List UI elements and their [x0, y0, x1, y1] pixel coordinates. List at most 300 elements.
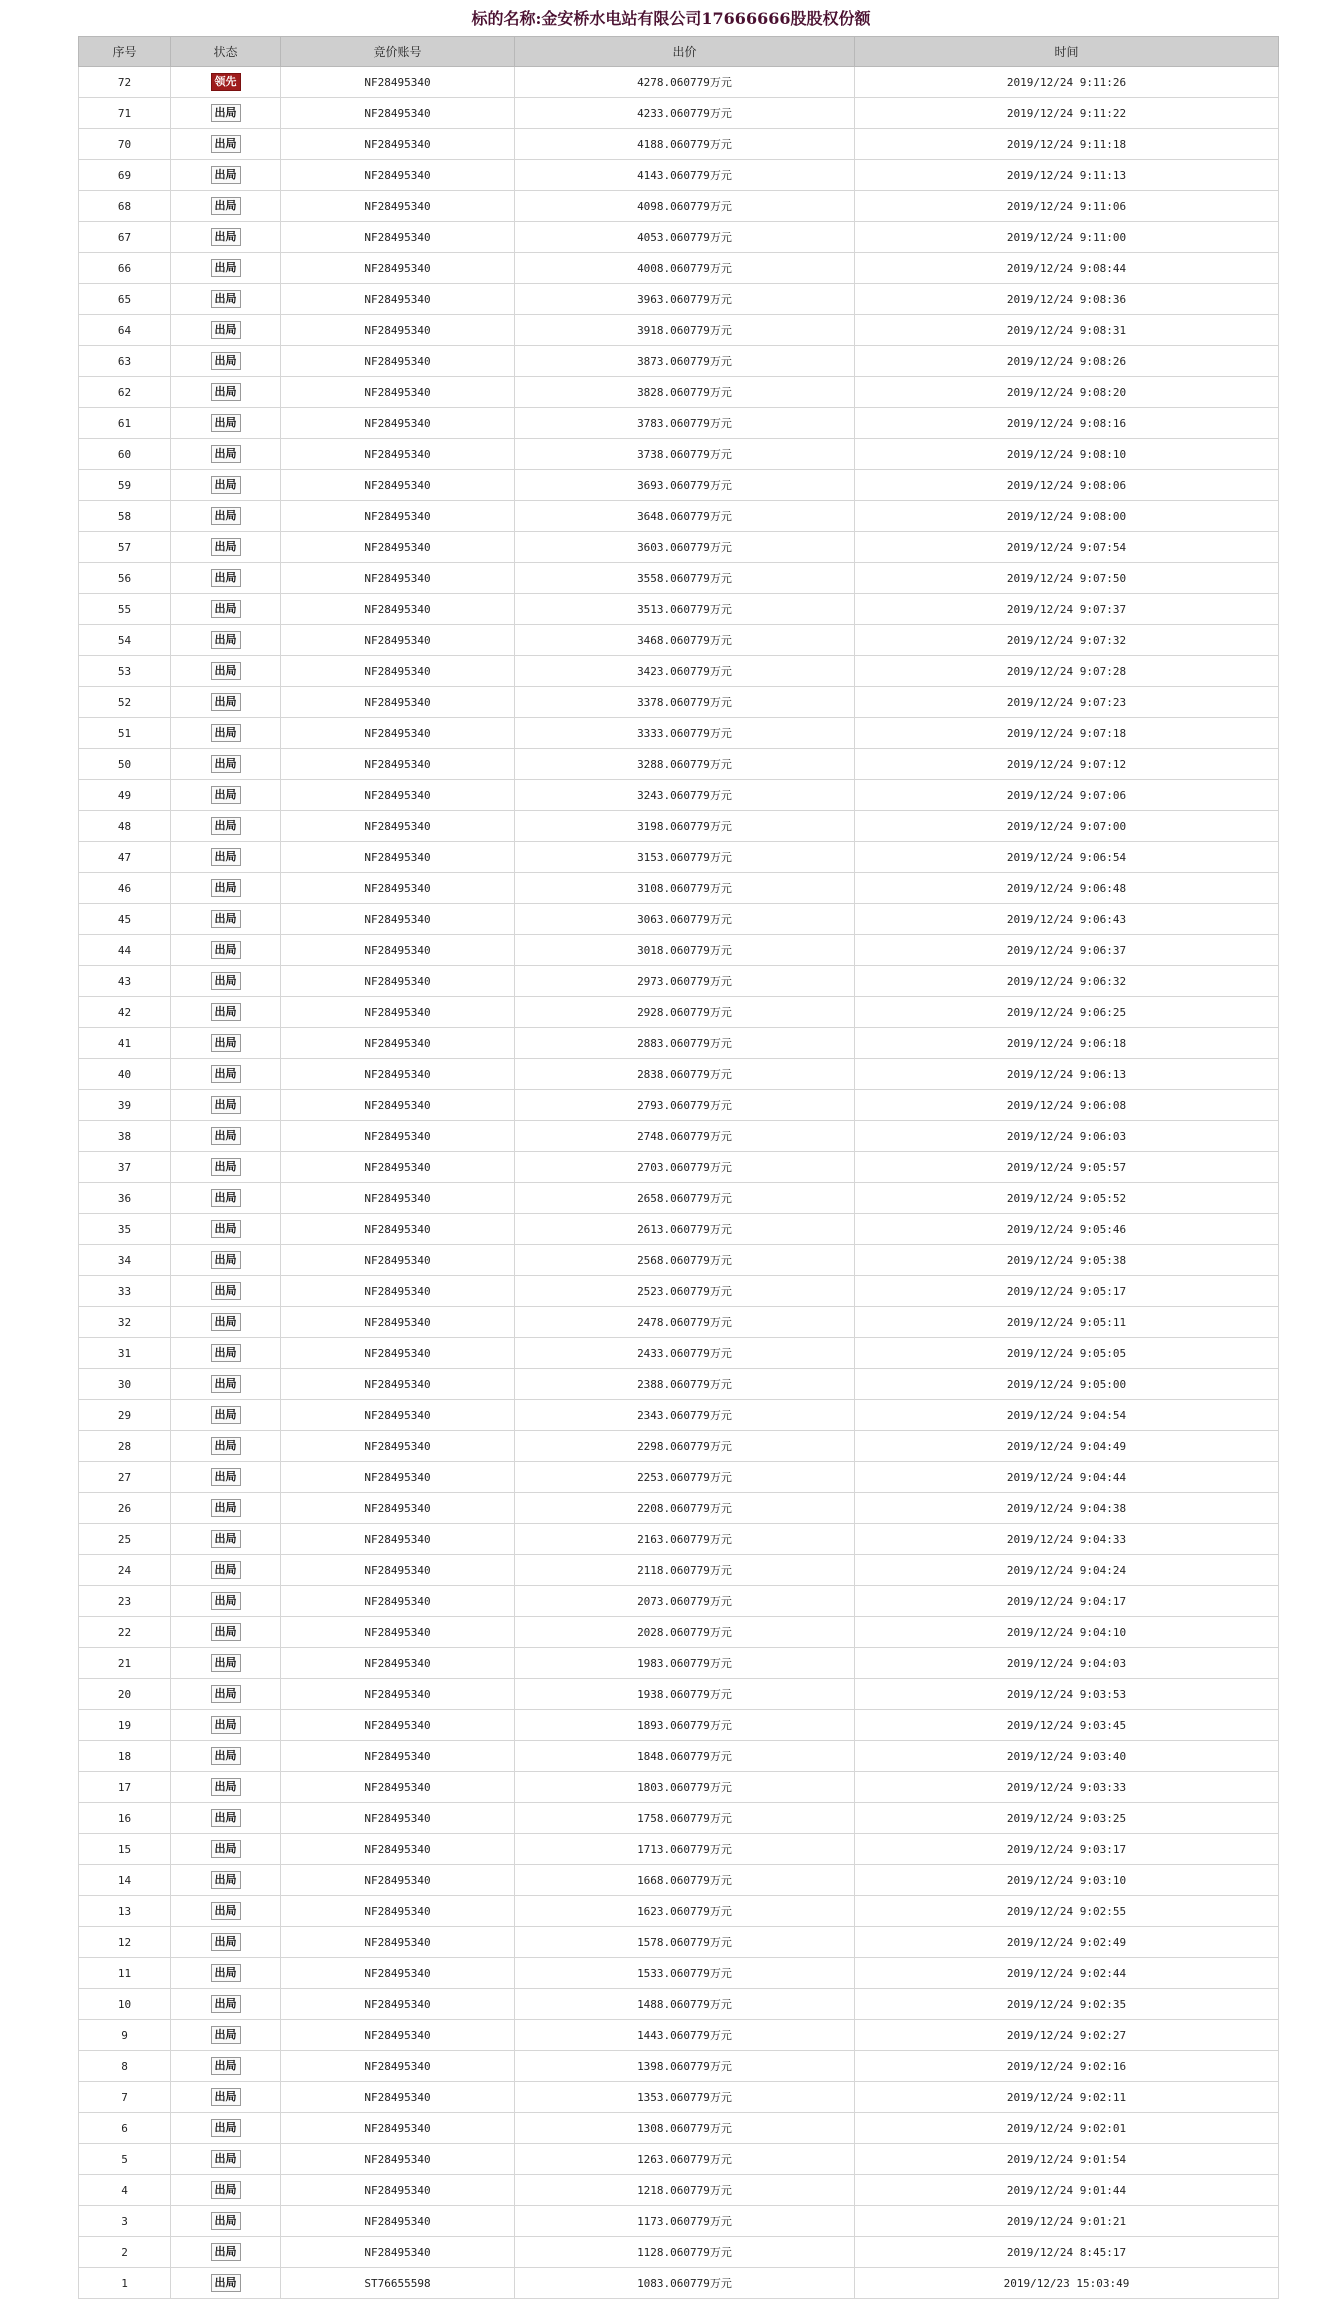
status-badge: 出局 — [211, 1375, 241, 1393]
cell-seq: 62 — [79, 377, 171, 408]
cell-price: 4233.060779万元 — [515, 98, 855, 129]
cell-price: 3198.060779万元 — [515, 811, 855, 842]
cell-price: 3333.060779万元 — [515, 718, 855, 749]
status-badge: 出局 — [211, 1468, 241, 1486]
cell-account: NF28495340 — [281, 129, 515, 160]
cell-seq: 60 — [79, 439, 171, 470]
cell-time: 2019/12/23 15:03:49 — [855, 2268, 1279, 2299]
cell-status — [171, 532, 281, 563]
cell-time: 2019/12/24 9:06:37 — [855, 935, 1279, 966]
status-badge: 出局 — [211, 1561, 241, 1579]
cell-status — [171, 1214, 281, 1245]
cell-account: NF28495340 — [281, 1214, 515, 1245]
cell-price: 2703.060779万元 — [515, 1152, 855, 1183]
table-row — [79, 2175, 1279, 2206]
cell-time: 2019/12/24 9:07:50 — [855, 563, 1279, 594]
table-row — [79, 749, 1279, 780]
cell-account: NF28495340 — [281, 501, 515, 532]
status-badge: 出局 — [211, 383, 241, 401]
status-badge: 出局 — [211, 538, 241, 556]
table-row — [79, 1648, 1279, 1679]
cell-seq: 1 — [79, 2268, 171, 2299]
cell-seq: 66 — [79, 253, 171, 284]
table-row — [79, 718, 1279, 749]
cell-account: NF28495340 — [281, 594, 515, 625]
cell-seq: 19 — [79, 1710, 171, 1741]
cell-account: NF28495340 — [281, 2206, 515, 2237]
cell-status — [171, 160, 281, 191]
header-price: 出价 — [515, 37, 855, 67]
table-row — [79, 1989, 1279, 2020]
header-account: 竞价账号 — [281, 37, 515, 67]
cell-seq: 29 — [79, 1400, 171, 1431]
table-row — [79, 191, 1279, 222]
cell-time: 2019/12/24 9:03:53 — [855, 1679, 1279, 1710]
status-badge: 出局 — [211, 2150, 241, 2168]
cell-seq: 50 — [79, 749, 171, 780]
table-row — [79, 1710, 1279, 1741]
status-badge: 出局 — [211, 352, 241, 370]
table-row — [79, 811, 1279, 842]
cell-price: 3873.060779万元 — [515, 346, 855, 377]
table-row — [79, 439, 1279, 470]
cell-seq: 33 — [79, 1276, 171, 1307]
cell-seq: 40 — [79, 1059, 171, 1090]
cell-time: 2019/12/24 9:08:31 — [855, 315, 1279, 346]
cell-time: 2019/12/24 9:06:25 — [855, 997, 1279, 1028]
cell-seq: 10 — [79, 1989, 171, 2020]
cell-price: 1668.060779万元 — [515, 1865, 855, 1896]
cell-account: NF28495340 — [281, 749, 515, 780]
status-badge: 出局 — [211, 1158, 241, 1176]
cell-account: NF28495340 — [281, 67, 515, 98]
cell-status — [171, 377, 281, 408]
cell-time: 2019/12/24 9:01:21 — [855, 2206, 1279, 2237]
table-row — [79, 222, 1279, 253]
status-badge: 出局 — [211, 2274, 241, 2292]
cell-status — [171, 1121, 281, 1152]
cell-seq: 2 — [79, 2237, 171, 2268]
cell-price: 1398.060779万元 — [515, 2051, 855, 2082]
cell-status — [171, 315, 281, 346]
cell-account: NF28495340 — [281, 2175, 515, 2206]
cell-seq: 6 — [79, 2113, 171, 2144]
cell-status — [171, 439, 281, 470]
cell-seq: 7 — [79, 2082, 171, 2113]
cell-status — [171, 935, 281, 966]
table-row — [79, 1679, 1279, 1710]
cell-price: 2028.060779万元 — [515, 1617, 855, 1648]
cell-seq: 52 — [79, 687, 171, 718]
cell-account: NF28495340 — [281, 966, 515, 997]
cell-account: NF28495340 — [281, 2144, 515, 2175]
table-row — [79, 1958, 1279, 1989]
cell-seq: 18 — [79, 1741, 171, 1772]
cell-status — [171, 2144, 281, 2175]
cell-seq: 27 — [79, 1462, 171, 1493]
cell-seq: 58 — [79, 501, 171, 532]
cell-status — [171, 1927, 281, 1958]
cell-price: 3378.060779万元 — [515, 687, 855, 718]
table-row — [79, 1927, 1279, 1958]
table-row — [79, 1772, 1279, 1803]
cell-seq: 37 — [79, 1152, 171, 1183]
cell-seq: 45 — [79, 904, 171, 935]
cell-price: 1983.060779万元 — [515, 1648, 855, 1679]
cell-account: NF28495340 — [281, 842, 515, 873]
cell-time: 2019/12/24 9:06:18 — [855, 1028, 1279, 1059]
cell-account: NF28495340 — [281, 1524, 515, 1555]
cell-status — [171, 346, 281, 377]
cell-price: 1083.060779万元 — [515, 2268, 855, 2299]
cell-time: 2019/12/24 9:03:17 — [855, 1834, 1279, 1865]
cell-price: 3513.060779万元 — [515, 594, 855, 625]
cell-account: NF28495340 — [281, 1555, 515, 1586]
cell-account: NF28495340 — [281, 1803, 515, 1834]
table-row — [79, 873, 1279, 904]
cell-account: NF28495340 — [281, 997, 515, 1028]
status-badge: 出局 — [211, 197, 241, 215]
status-badge: 出局 — [211, 972, 241, 990]
status-badge: 出局 — [211, 259, 241, 277]
header-status: 状态 — [171, 37, 281, 67]
cell-account: NF28495340 — [281, 780, 515, 811]
cell-seq: 65 — [79, 284, 171, 315]
cell-status — [171, 1307, 281, 1338]
table-row — [79, 98, 1279, 129]
cell-status — [171, 1059, 281, 1090]
cell-seq: 71 — [79, 98, 171, 129]
cell-status — [171, 222, 281, 253]
cell-time: 2019/12/24 9:02:16 — [855, 2051, 1279, 2082]
cell-time: 2019/12/24 9:11:18 — [855, 129, 1279, 160]
cell-price: 4098.060779万元 — [515, 191, 855, 222]
cell-time: 2019/12/24 9:06:03 — [855, 1121, 1279, 1152]
cell-seq: 59 — [79, 470, 171, 501]
cell-seq: 32 — [79, 1307, 171, 1338]
cell-status — [171, 1524, 281, 1555]
cell-time: 2019/12/24 9:03:45 — [855, 1710, 1279, 1741]
cell-price: 2478.060779万元 — [515, 1307, 855, 1338]
cell-price: 2208.060779万元 — [515, 1493, 855, 1524]
status-badge: 出局 — [211, 1251, 241, 1269]
table-row — [79, 625, 1279, 656]
cell-price: 1443.060779万元 — [515, 2020, 855, 2051]
cell-seq: 23 — [79, 1586, 171, 1617]
cell-price: 1713.060779万元 — [515, 1834, 855, 1865]
cell-price: 1848.060779万元 — [515, 1741, 855, 1772]
cell-price: 3738.060779万元 — [515, 439, 855, 470]
table-row — [79, 1586, 1279, 1617]
cell-seq: 25 — [79, 1524, 171, 1555]
cell-seq: 44 — [79, 935, 171, 966]
cell-seq: 15 — [79, 1834, 171, 1865]
table-row — [79, 160, 1279, 191]
cell-time: 2019/12/24 9:03:10 — [855, 1865, 1279, 1896]
cell-time: 2019/12/24 9:04:03 — [855, 1648, 1279, 1679]
cell-price: 3153.060779万元 — [515, 842, 855, 873]
cell-price: 2658.060779万元 — [515, 1183, 855, 1214]
cell-status — [171, 2020, 281, 2051]
cell-status — [171, 1648, 281, 1679]
cell-price: 3828.060779万元 — [515, 377, 855, 408]
bid-history-table — [78, 36, 1279, 2299]
cell-account: NF28495340 — [281, 718, 515, 749]
table-row — [79, 1524, 1279, 1555]
status-badge: 出局 — [211, 1282, 241, 1300]
table-row — [79, 2113, 1279, 2144]
cell-time: 2019/12/24 9:08:44 — [855, 253, 1279, 284]
table-row — [79, 842, 1279, 873]
status-badge: 出局 — [211, 2212, 241, 2230]
cell-price: 3018.060779万元 — [515, 935, 855, 966]
status-badge: 出局 — [211, 1747, 241, 1765]
table-row — [79, 594, 1279, 625]
cell-status — [171, 1152, 281, 1183]
cell-account: NF28495340 — [281, 1400, 515, 1431]
table-row — [79, 315, 1279, 346]
cell-status — [171, 1834, 281, 1865]
cell-seq: 11 — [79, 1958, 171, 1989]
cell-price: 3288.060779万元 — [515, 749, 855, 780]
cell-seq: 17 — [79, 1772, 171, 1803]
cell-time: 2019/12/24 9:06:32 — [855, 966, 1279, 997]
cell-status — [171, 470, 281, 501]
cell-account: NF28495340 — [281, 315, 515, 346]
cell-time: 2019/12/24 9:03:25 — [855, 1803, 1279, 1834]
cell-account: NF28495340 — [281, 656, 515, 687]
cell-status — [171, 656, 281, 687]
cell-seq: 12 — [79, 1927, 171, 1958]
table-row — [79, 2082, 1279, 2113]
cell-account: NF28495340 — [281, 1617, 515, 1648]
table-row — [79, 997, 1279, 1028]
cell-account: NF28495340 — [281, 935, 515, 966]
table-row — [79, 966, 1279, 997]
table-row — [79, 1338, 1279, 1369]
cell-price: 2253.060779万元 — [515, 1462, 855, 1493]
cell-seq: 30 — [79, 1369, 171, 1400]
cell-status — [171, 2206, 281, 2237]
table-row — [79, 284, 1279, 315]
cell-status — [171, 873, 281, 904]
status-badge: 出局 — [211, 1065, 241, 1083]
status-badge: 出局 — [211, 1127, 241, 1145]
cell-time: 2019/12/24 9:02:55 — [855, 1896, 1279, 1927]
status-badge: 出局 — [211, 507, 241, 525]
cell-seq: 56 — [79, 563, 171, 594]
table-row — [79, 408, 1279, 439]
cell-price: 2073.060779万元 — [515, 1586, 855, 1617]
status-badge: 出局 — [211, 1499, 241, 1517]
cell-time: 2019/12/24 9:07:06 — [855, 780, 1279, 811]
cell-price: 3063.060779万元 — [515, 904, 855, 935]
cell-time: 2019/12/24 9:02:49 — [855, 1927, 1279, 1958]
cell-price: 3918.060779万元 — [515, 315, 855, 346]
cell-seq: 63 — [79, 346, 171, 377]
cell-account: NF28495340 — [281, 1772, 515, 1803]
status-badge: 出局 — [211, 2057, 241, 2075]
cell-seq: 3 — [79, 2206, 171, 2237]
cell-price: 2388.060779万元 — [515, 1369, 855, 1400]
cell-time: 2019/12/24 9:05:38 — [855, 1245, 1279, 1276]
cell-time: 2019/12/24 9:07:23 — [855, 687, 1279, 718]
cell-time: 2019/12/24 8:45:17 — [855, 2237, 1279, 2268]
cell-price: 1173.060779万元 — [515, 2206, 855, 2237]
cell-time: 2019/12/24 9:04:44 — [855, 1462, 1279, 1493]
cell-status — [171, 842, 281, 873]
table-row — [79, 1183, 1279, 1214]
table-row — [79, 2051, 1279, 2082]
status-badge: 出局 — [211, 414, 241, 432]
cell-account: NF28495340 — [281, 1369, 515, 1400]
cell-account: NF28495340 — [281, 191, 515, 222]
cell-time: 2019/12/24 9:06:54 — [855, 842, 1279, 873]
cell-time: 2019/12/24 9:02:11 — [855, 2082, 1279, 2113]
cell-price: 4008.060779万元 — [515, 253, 855, 284]
cell-price: 2523.060779万元 — [515, 1276, 855, 1307]
cell-price: 1803.060779万元 — [515, 1772, 855, 1803]
cell-price: 4278.060779万元 — [515, 67, 855, 98]
cell-status — [171, 191, 281, 222]
status-badge: 出局 — [211, 724, 241, 742]
table-row — [79, 1276, 1279, 1307]
status-badge: 出局 — [211, 166, 241, 184]
table-row — [79, 656, 1279, 687]
cell-seq: 34 — [79, 1245, 171, 1276]
cell-time: 2019/12/24 9:05:05 — [855, 1338, 1279, 1369]
cell-account: NF28495340 — [281, 625, 515, 656]
cell-account: NF28495340 — [281, 1028, 515, 1059]
cell-price: 3243.060779万元 — [515, 780, 855, 811]
cell-account: NF28495340 — [281, 1741, 515, 1772]
status-badge: 出局 — [211, 135, 241, 153]
status-badge: 出局 — [211, 1840, 241, 1858]
table-row — [79, 346, 1279, 377]
cell-time: 2019/12/24 9:08:00 — [855, 501, 1279, 532]
status-badge: 出局 — [211, 2119, 241, 2137]
cell-status — [171, 284, 281, 315]
cell-seq: 35 — [79, 1214, 171, 1245]
cell-price: 1938.060779万元 — [515, 1679, 855, 1710]
cell-account: NF28495340 — [281, 377, 515, 408]
cell-status — [171, 1679, 281, 1710]
cell-time: 2019/12/24 9:08:36 — [855, 284, 1279, 315]
cell-price: 1623.060779万元 — [515, 1896, 855, 1927]
table-row — [79, 532, 1279, 563]
table-row — [79, 1431, 1279, 1462]
status-badge: 出局 — [211, 693, 241, 711]
cell-account: NF28495340 — [281, 1183, 515, 1214]
table-row — [79, 1617, 1279, 1648]
cell-status — [171, 1803, 281, 1834]
table-row — [79, 129, 1279, 160]
cell-status — [171, 2237, 281, 2268]
cell-account: NF28495340 — [281, 2113, 515, 2144]
cell-account: NF28495340 — [281, 1059, 515, 1090]
cell-seq: 22 — [79, 1617, 171, 1648]
cell-seq: 57 — [79, 532, 171, 563]
cell-account: NF28495340 — [281, 1958, 515, 1989]
table-row — [79, 563, 1279, 594]
cell-price: 3558.060779万元 — [515, 563, 855, 594]
cell-account: NF28495340 — [281, 1121, 515, 1152]
cell-time: 2019/12/24 9:05:46 — [855, 1214, 1279, 1245]
cell-status — [171, 1276, 281, 1307]
status-badge: 出局 — [211, 569, 241, 587]
cell-time: 2019/12/24 9:11:26 — [855, 67, 1279, 98]
cell-status — [171, 1586, 281, 1617]
cell-status — [171, 1090, 281, 1121]
cell-status — [171, 904, 281, 935]
status-badge: 出局 — [211, 1902, 241, 1920]
status-badge: 出局 — [211, 1096, 241, 1114]
cell-price: 2298.060779万元 — [515, 1431, 855, 1462]
cell-time: 2019/12/24 9:05:52 — [855, 1183, 1279, 1214]
table-row — [79, 1741, 1279, 1772]
cell-price: 3648.060779万元 — [515, 501, 855, 532]
cell-seq: 28 — [79, 1431, 171, 1462]
cell-account: NF28495340 — [281, 346, 515, 377]
cell-account: NF28495340 — [281, 2237, 515, 2268]
table-row — [79, 1803, 1279, 1834]
table-row — [79, 67, 1279, 98]
cell-account: NF28495340 — [281, 563, 515, 594]
cell-seq: 70 — [79, 129, 171, 160]
cell-price: 2793.060779万元 — [515, 1090, 855, 1121]
cell-price: 1893.060779万元 — [515, 1710, 855, 1741]
cell-seq: 38 — [79, 1121, 171, 1152]
table-row — [79, 2237, 1279, 2268]
cell-account: NF28495340 — [281, 2020, 515, 2051]
page-title: 标的名称:金安桥水电站有限公司17666666股股权份额 — [471, 9, 871, 28]
cell-seq: 16 — [79, 1803, 171, 1834]
cell-time: 2019/12/24 9:07:37 — [855, 594, 1279, 625]
header-time: 时间 — [855, 37, 1279, 67]
cell-price: 1578.060779万元 — [515, 1927, 855, 1958]
cell-time: 2019/12/24 9:11:00 — [855, 222, 1279, 253]
status-badge: 出局 — [211, 662, 241, 680]
status-badge: 出局 — [211, 1003, 241, 1021]
cell-status — [171, 749, 281, 780]
cell-price: 1533.060779万元 — [515, 1958, 855, 1989]
cell-seq: 5 — [79, 2144, 171, 2175]
cell-status — [171, 594, 281, 625]
status-badge: 出局 — [211, 2243, 241, 2261]
status-badge: 出局 — [211, 476, 241, 494]
table-row — [79, 1152, 1279, 1183]
table-row — [79, 1214, 1279, 1245]
cell-status — [171, 1555, 281, 1586]
cell-seq: 20 — [79, 1679, 171, 1710]
cell-account: NF28495340 — [281, 904, 515, 935]
status-badge: 出局 — [211, 1964, 241, 1982]
cell-account: NF28495340 — [281, 1927, 515, 1958]
table-row — [79, 2206, 1279, 2237]
cell-account: NF28495340 — [281, 2051, 515, 2082]
cell-seq: 42 — [79, 997, 171, 1028]
cell-status — [171, 408, 281, 439]
cell-time: 2019/12/24 9:08:06 — [855, 470, 1279, 501]
cell-status — [171, 1183, 281, 1214]
cell-account: ST76655598 — [281, 2268, 515, 2299]
cell-status — [171, 1462, 281, 1493]
status-badge: 出局 — [211, 600, 241, 618]
cell-seq: 51 — [79, 718, 171, 749]
cell-seq: 68 — [79, 191, 171, 222]
status-badge: 出局 — [211, 1313, 241, 1331]
status-badge: 出局 — [211, 910, 241, 928]
